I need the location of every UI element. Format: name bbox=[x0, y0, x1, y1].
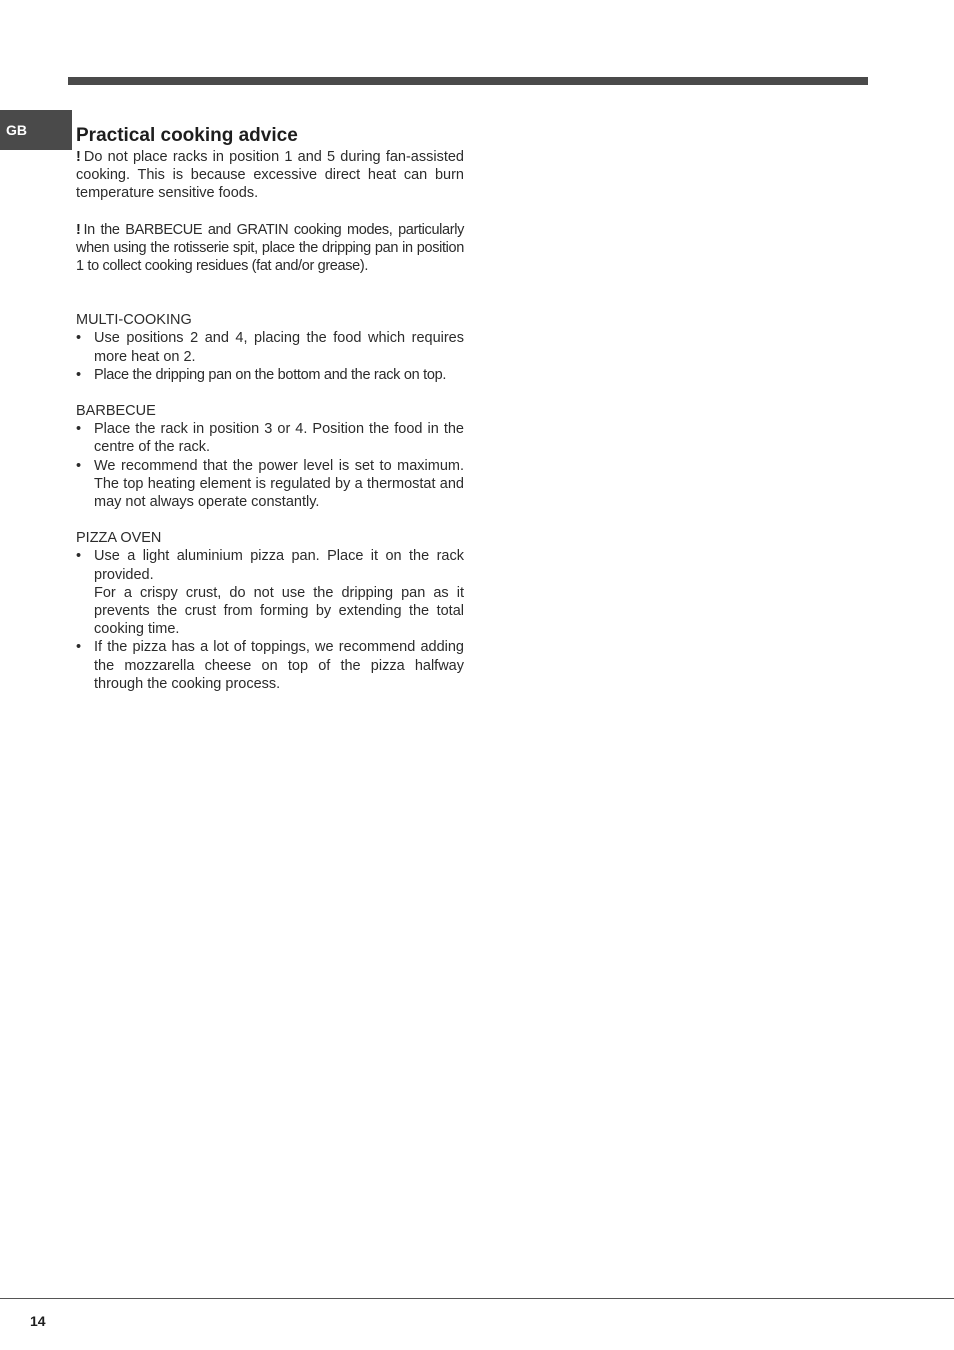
list-item-text: • Use a light aluminium pizza pan. Place it on the rack provided. bbox=[94, 548, 464, 583]
page-number: 14 bbox=[30, 1313, 46, 1329]
warning-mark: ! bbox=[76, 149, 81, 165]
warning-note-text: Do not place racks in position 1 and 5 during fan-assisted cooking. This is because excessive direct heat can burn temperature sensitive foods. bbox=[76, 149, 464, 202]
warning-mark: ! bbox=[76, 221, 81, 238]
list-item bbox=[76, 547, 464, 638]
list-item: • Place the rack in position 3 or 4. Position the food in the centre of the rack. bbox=[76, 420, 464, 456]
list-item-text: For a crispy crust, do not use the dripping pan as it prevents the crust from forming by extending the total cooking time. bbox=[94, 584, 464, 638]
list-item: • Use positions 2 and 4, placing the food which requires more heat on 2. bbox=[76, 329, 464, 365]
footer-divider bbox=[0, 1298, 954, 1299]
top-header-bar bbox=[68, 77, 868, 85]
pizza-oven-list bbox=[76, 547, 464, 693]
pizza-oven-heading: PIZZA OVEN bbox=[76, 530, 162, 547]
warning-note-fan bbox=[76, 148, 464, 203]
list-item: • We recommend that the power level is set to maximum. The top heating element is regulated by a thermostat and may not always operate constantly. bbox=[76, 457, 464, 512]
main-content bbox=[76, 124, 464, 693]
multi-cooking-heading: MULTI-COOKING bbox=[76, 312, 192, 329]
list-item: • If the pizza has a lot of toppings, we recommend adding the mozzarella cheese on top of the pizza halfway through the cooking process. bbox=[76, 638, 464, 693]
barbecue-list bbox=[76, 420, 464, 511]
barbecue-heading: BARBECUE bbox=[76, 403, 156, 420]
section-title: Practical cooking advice bbox=[76, 125, 298, 146]
warning-note-text: In the BARBECUE and GRATIN cooking modes, particularly when using the rotisserie spit, place the dripping pan in position 1 to collect cooking residues (fat and/or grease). bbox=[76, 221, 464, 275]
multi-cooking-list bbox=[76, 329, 464, 384]
language-tab: GB bbox=[0, 110, 72, 150]
list-item: • Place the dripping pan on the bottom and the rack on top. bbox=[76, 366, 464, 384]
warning-note-barbecue bbox=[76, 221, 464, 276]
